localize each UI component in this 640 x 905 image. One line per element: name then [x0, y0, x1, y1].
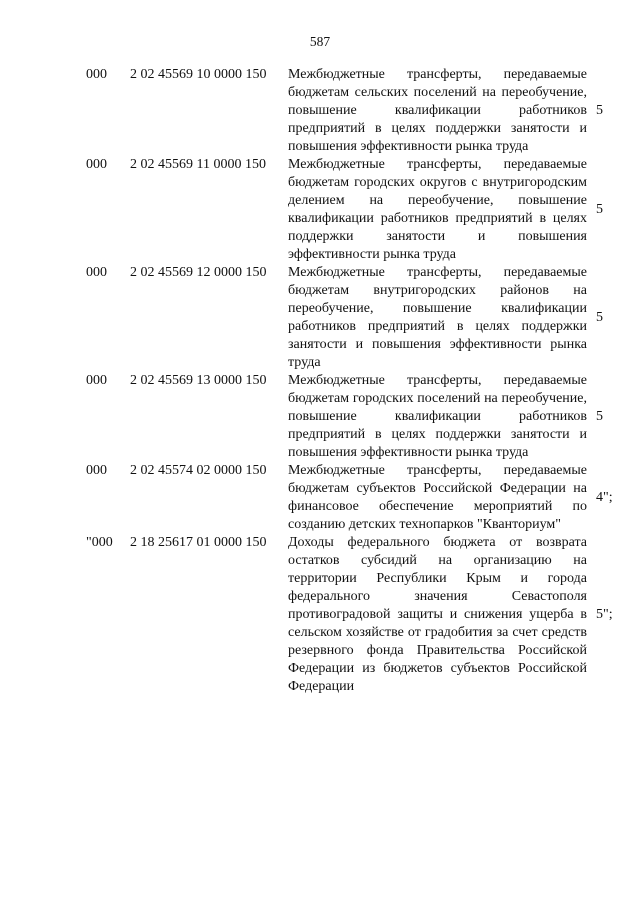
- row-description: Межбюджетные трансферты, передаваемые бюджетам городских поселений на переобучение, повышение квалификации работников предприятий в целях поддержки занятости и повышения эффективности рынка труда: [288, 373, 587, 460]
- row-description: Межбюджетные трансферты, передаваемые бюджетам сельских поселений на переобучение, повышение квалификации работников предприятий в целях поддержки занятости и повышения эффективности рынка труда: [288, 67, 587, 154]
- row-code: 2 02 45569 12 0000 150: [130, 265, 267, 280]
- table-row: [0, 264, 640, 372]
- row-prefix: 000: [86, 265, 107, 280]
- budget-table: [0, 66, 640, 696]
- row-prefix: 000: [86, 373, 107, 388]
- row-code: 2 02 45569 13 0000 150: [130, 373, 267, 388]
- row-code: 2 02 45569 11 0000 150: [130, 157, 266, 172]
- row-description: Межбюджетные трансферты, передаваемые бюджетам внутригородских районов на переобучение, повышение квалификации работников предприятий в целях поддержки занятости и повышения эффективности рынка труда: [288, 265, 587, 370]
- row-description: Межбюджетные трансферты, передаваемые бюджетам городских округов с внутригородским делением на переобучение, повышение квалификации работников предприятий в целях поддержки занятости и повышения эффективности рынка труда: [288, 157, 587, 262]
- row-code: 2 02 45569 10 0000 150: [130, 67, 267, 82]
- row-prefix: "000: [86, 535, 113, 550]
- row-description: Межбюджетные трансферты, передаваемые бюджетам субъектов Российской Федерации на финансовое обеспечение мероприятий по созданию детских технопарков "Кванториум": [288, 463, 587, 532]
- row-value: 5: [596, 310, 603, 325]
- row-code: 2 02 45574 02 0000 150: [130, 463, 267, 478]
- row-prefix: 000: [86, 67, 107, 82]
- table-row: [0, 372, 640, 462]
- table-row: [0, 462, 640, 534]
- row-value: 5: [596, 202, 603, 217]
- row-prefix: 000: [86, 463, 107, 478]
- row-prefix: 000: [86, 157, 107, 172]
- row-value: 5: [596, 103, 603, 118]
- row-value: 4";: [596, 490, 613, 505]
- row-code: 2 18 25617 01 0000 150: [130, 535, 267, 550]
- row-value: 5: [596, 409, 603, 424]
- table-row: [0, 156, 640, 264]
- page-number: 587: [309, 34, 331, 49]
- table-row: [0, 534, 640, 696]
- table-row: [0, 66, 640, 156]
- row-description: Доходы федерального бюджета от возврата остатков субсидий на организацию на территории Республики Крым и города федерального значения Севастополя противоградовой защиты и снижения ущерба в сельском хозяйстве от градобития за счет средств резервного фонда Правительства Российской Федерации из бюджетов субъектов Российской Федерации: [288, 535, 587, 694]
- row-value: 5";: [596, 607, 613, 622]
